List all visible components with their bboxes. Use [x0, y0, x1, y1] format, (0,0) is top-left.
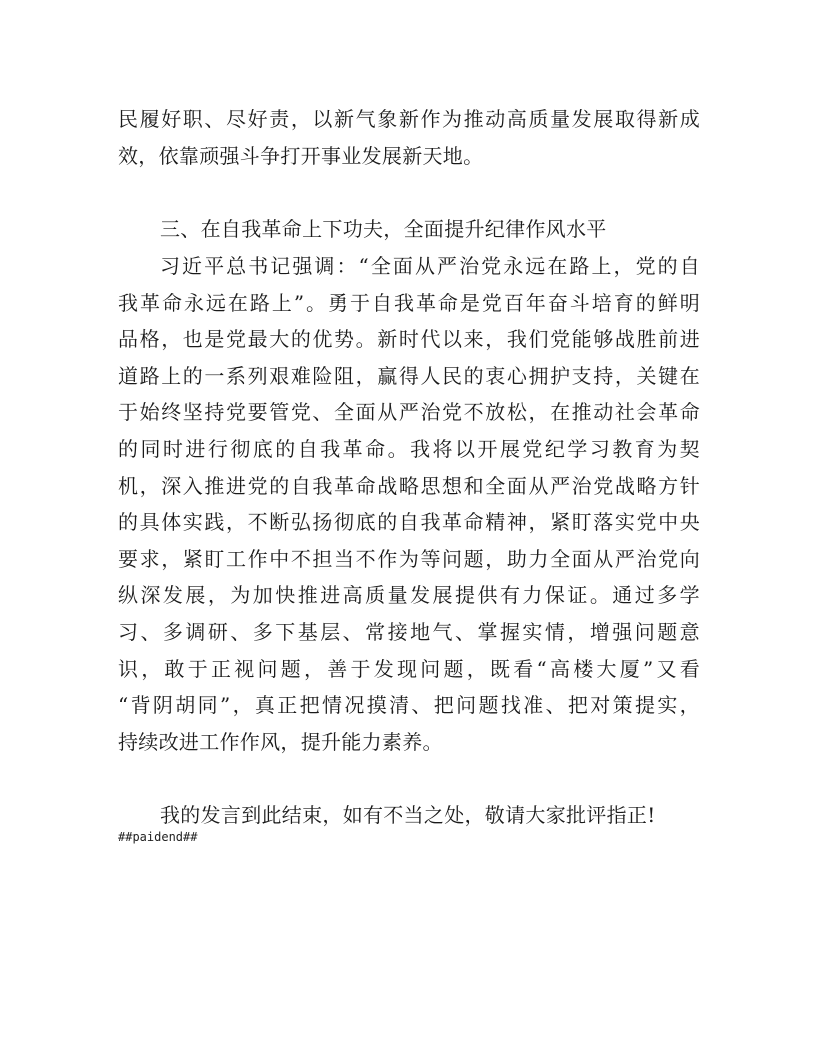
end-marker: ##paidend## [118, 830, 198, 844]
text-line: 持续改进工作作风，提升能力素养。 [118, 729, 443, 754]
paragraph-closing [118, 797, 700, 834]
text-line: 效，依靠顽强斗争打开事业发展新天地。 [118, 143, 484, 168]
text-line: 要求，紧盯工作中不担当不作为等问题，助力全面从严治党向 [118, 546, 700, 571]
section-heading [118, 211, 700, 248]
text-line: 的同时进行彻底的自我革命。我将以开展党纪学习教育为契 [118, 436, 700, 461]
text-line: 的具体实践，不断弘扬彻底的自我革命精神，紧盯落实党中央 [118, 510, 700, 535]
section-heading-text: 三、在自我革命上下功夫，全面提升纪律作风水平 [160, 217, 607, 241]
text-line: 品格，也是党最大的优势。新时代以来，我们党能够战胜前进 [118, 327, 700, 352]
text-line: “背阴胡同”，真正把情况摸清、把问题找准、把对策提实， [118, 693, 700, 718]
text-line: 我革命永远在路上”。勇于自我革命是党百年奋斗培育的鲜明 [118, 290, 700, 315]
text-line: 习、多调研、多下基层、常接地气、掌握实情，增强问题意 [118, 619, 700, 644]
paragraph-main [118, 248, 700, 760]
text-line: 机，深入推进党的自我革命战略思想和全面从严治党战略方针 [118, 473, 700, 498]
paragraph-continuation [118, 101, 700, 174]
text-line: 于始终坚持党要管党、全面从严治党不放松，在推动社会革命 [118, 400, 700, 425]
closing-text: 我的发言到此结束，如有不当之处，敬请大家批评指正! [160, 803, 656, 827]
text-line: 识，敢于正视问题，善于发现问题，既看“高楼大厦”又看 [118, 656, 700, 681]
text-line: 道路上的一系列艰难险阻，赢得人民的衷心拥护支持，关键在 [118, 363, 700, 388]
text-line: 纵深发展，为加快推进高质量发展提供有力保证。通过多学 [118, 583, 700, 608]
text-line: 习近平总书记强调：“全面从严治党永远在路上，党的自 [160, 254, 700, 278]
text-line: 民履好职、尽好责，以新气象新作为推动高质量发展取得新成 [118, 107, 700, 131]
